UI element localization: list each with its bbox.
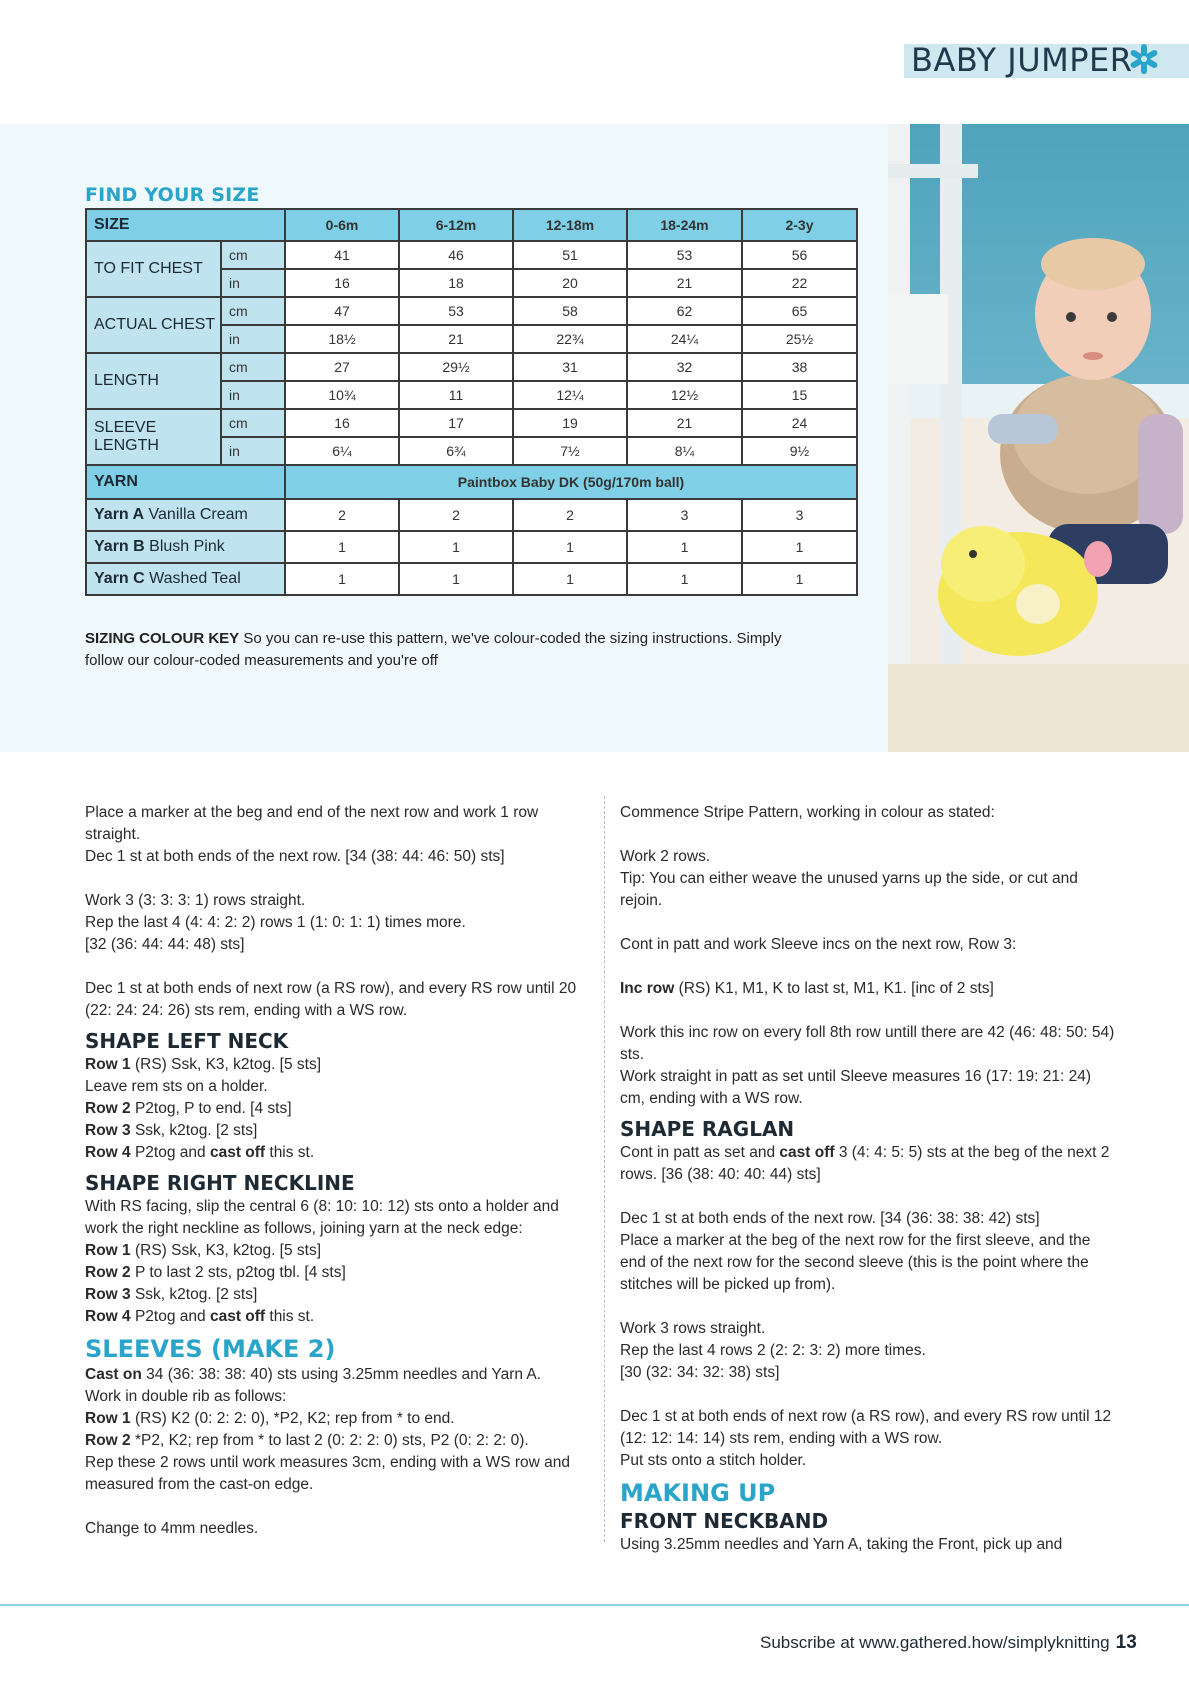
- instruction-row: Row 3 Ssk, k2tog. [2 sts]: [85, 1286, 258, 1303]
- paragraph: Place a marker at the beg of the next row for the first sleeve, and the end of the next row for the second sleeve (this is the point where the stitches will be picked up from).: [620, 1232, 1091, 1293]
- unit-label: in: [221, 381, 285, 409]
- instruction-row: Row 4 P2tog and cast off this st.: [85, 1308, 315, 1325]
- table-cell: 38: [742, 353, 857, 381]
- table-cell: 1: [627, 563, 742, 595]
- unit-label: cm: [221, 353, 285, 381]
- right-column: [620, 802, 1118, 1556]
- section-heading: FRONT NECKBAND: [620, 1509, 829, 1533]
- measure-label: ACTUAL CHEST: [86, 297, 221, 353]
- table-cell: 22¾: [513, 325, 627, 353]
- yarn-row: [86, 499, 857, 531]
- table-row: [86, 241, 857, 269]
- paragraph: Tip: You can either weave the unused yarns up the side, or cut and rejoin.: [620, 870, 1078, 909]
- measure-label: SLEEVE LENGTH: [86, 409, 221, 465]
- instruction-row: Row 2 P to last 2 sts, p2tog tbl. [4 sts]: [85, 1264, 346, 1281]
- paragraph: With RS facing, slip the central 6 (8: 10: 10: 12) sts onto a holder and work the right neckline as follows, joining yarn at the neck edge:: [85, 1198, 559, 1237]
- paragraph: Work this inc row on every foll 8th row untill there are 42 (46: 48: 50: 54) sts.: [620, 1024, 1115, 1063]
- table-cell: 53: [399, 297, 513, 325]
- column-divider: [604, 796, 605, 1542]
- paragraph: Cont in patt and work Sleeve incs on the next row, Row 3:: [620, 936, 1017, 953]
- subscribe-link[interactable]: Subscribe at www.gathered.how/simplyknitting: [760, 1633, 1110, 1652]
- table-cell: 21: [399, 325, 513, 353]
- paragraph: Commence Stripe Pattern, working in colour as stated:: [620, 804, 995, 821]
- table-cell: 24¼: [627, 325, 742, 353]
- table-cell: 20: [513, 269, 627, 297]
- table-cell: 1: [513, 531, 627, 563]
- instruction-row: Row 4 P2tog and cast off this st.: [85, 1144, 315, 1161]
- unit-label: in: [221, 325, 285, 353]
- yarn-name: [86, 499, 285, 531]
- paragraph: Leave rem sts on a holder.: [85, 1078, 268, 1095]
- paragraph: Dec 1 st at both ends of the next row. [34 (36: 38: 38: 42) sts]: [620, 1210, 1040, 1227]
- table-cell: 18½: [285, 325, 399, 353]
- table-cell: 27: [285, 353, 399, 381]
- size-col: 6-12m: [399, 209, 513, 241]
- left-column: [85, 802, 593, 1540]
- yarn-brand: Paintbox Baby DK (50g/170m ball): [285, 465, 857, 499]
- size-col: 18-24m: [627, 209, 742, 241]
- yarn-code: Yarn A: [94, 506, 145, 523]
- table-cell: 21: [627, 409, 742, 437]
- table-cell: 1: [285, 531, 399, 563]
- table-cell: 53: [627, 241, 742, 269]
- instruction-row: Row 2 P2tog, P to end. [4 sts]: [85, 1100, 292, 1117]
- table-cell: 24: [742, 409, 857, 437]
- paragraph: Place a marker at the beg and end of the next row and work 1 row straight.: [85, 804, 539, 843]
- paragraph: Change to 4mm needles.: [85, 1520, 259, 1537]
- sizing-key-text: So you can re-use this pattern, we've colour-coded the sizing instructions. Simply follow our colour-coded measurements and you're off: [85, 630, 782, 669]
- table-cell: 6¼: [285, 437, 399, 465]
- table-cell: 8¼: [627, 437, 742, 465]
- table-cell: 41: [285, 241, 399, 269]
- yarn-row: [86, 563, 857, 595]
- table-cell: 62: [627, 297, 742, 325]
- page-title: BABY JUMPER: [911, 41, 1133, 79]
- table-cell: 56: [742, 241, 857, 269]
- section-title: SLEEVES (MAKE 2): [85, 1335, 336, 1363]
- table-row: [86, 297, 857, 325]
- size-col: 12-18m: [513, 209, 627, 241]
- paragraph: Work 3 rows straight.: [620, 1320, 766, 1337]
- table-cell: 12½: [627, 381, 742, 409]
- paragraph: Rep the last 4 (4: 4: 2: 2) rows 1 (1: 0: 1: 1) times more.: [85, 914, 466, 931]
- paragraph: Dec 1 st at both ends of the next row. [34 (38: 44: 46: 50) sts]: [85, 848, 505, 865]
- sizing-key-title: SIZING COLOUR KEY: [85, 630, 240, 647]
- unit-label: in: [221, 437, 285, 465]
- table-cell: 1: [513, 563, 627, 595]
- table-cell: 12¼: [513, 381, 627, 409]
- paragraph: Using 3.25mm needles and Yarn A, taking the Front, pick up and: [620, 1536, 1063, 1553]
- size-table: [85, 208, 858, 596]
- table-cell: 58: [513, 297, 627, 325]
- table-row: [86, 409, 857, 437]
- paragraph: Dec 1 st at both ends of next row (a RS row), and every RS row until 12 (12: 12: 14: 14) sts rem, ending with a WS row.: [620, 1408, 1112, 1447]
- table-cell: 21: [627, 269, 742, 297]
- table-cell: 18: [399, 269, 513, 297]
- section-heading: SHAPE LEFT NECK: [85, 1029, 289, 1053]
- instruction-row: Row 2 *P2, K2; rep from * to last 2 (0: 2: 2: 0) sts, P2 (0: 2: 2: 0).: [85, 1432, 529, 1449]
- table-cell: 1: [742, 531, 857, 563]
- table-cell: 16: [285, 269, 399, 297]
- table-cell: 22: [742, 269, 857, 297]
- unit-label: cm: [221, 297, 285, 325]
- table-cell: 16: [285, 409, 399, 437]
- table-cell: 3: [742, 499, 857, 531]
- yarn-name: [86, 563, 285, 595]
- yarn-row: [86, 531, 857, 563]
- instruction-row: Cont in patt as set and cast off 3 (4: 4: 5: 5) sts at the beg of the next 2 rows. [36 (38: 40: 40: 44) sts]: [620, 1144, 1110, 1183]
- footer-rule: [0, 1604, 1189, 1606]
- table-cell: 19: [513, 409, 627, 437]
- table-cell: 1: [285, 563, 399, 595]
- instruction-row: Row 1 (RS) K2 (0: 2: 2: 0), *P2, K2; rep from * to end.: [85, 1410, 455, 1427]
- table-cell: 2: [399, 499, 513, 531]
- table-cell: 7½: [513, 437, 627, 465]
- paragraph: Rep these 2 rows until work measures 3cm, ending with a WS row and measured from the cast-on edge.: [85, 1454, 571, 1493]
- size-header-row: [86, 209, 857, 241]
- size-label: SIZE: [86, 209, 285, 241]
- table-cell: 3: [627, 499, 742, 531]
- asterisk-icon: [1128, 42, 1160, 76]
- yarn-label: YARN: [86, 465, 285, 499]
- unit-label: in: [221, 269, 285, 297]
- yarn-colour: Vanilla Cream: [148, 506, 248, 523]
- instruction-row: Inc row (RS) K1, M1, K to last st, M1, K1. [inc of 2 sts]: [620, 980, 994, 997]
- yarn-code: Yarn B: [94, 538, 145, 555]
- table-cell: 6¾: [399, 437, 513, 465]
- paragraph: Work 3 (3: 3: 3: 1) rows straight.: [85, 892, 306, 909]
- size-heading: FIND YOUR SIZE: [85, 184, 260, 206]
- size-col: 0-6m: [285, 209, 399, 241]
- table-cell: 29½: [399, 353, 513, 381]
- baby-photo: [888, 124, 1189, 752]
- table-cell: 25½: [742, 325, 857, 353]
- paragraph: [32 (36: 44: 44: 48) sts]: [85, 936, 245, 953]
- table-cell: 1: [399, 531, 513, 563]
- table-cell: 47: [285, 297, 399, 325]
- table-cell: 1: [742, 563, 857, 595]
- instruction-row: Row 1 (RS) Ssk, K3, k2tog. [5 sts]: [85, 1242, 322, 1259]
- table-cell: 2: [285, 499, 399, 531]
- table-cell: 46: [399, 241, 513, 269]
- paragraph: Dec 1 st at both ends of next row (a RS row), and every RS row until 20 (22: 24: 24: 26) sts rem, ending with a WS row.: [85, 980, 577, 1019]
- table-cell: 1: [399, 563, 513, 595]
- table-cell: 15: [742, 381, 857, 409]
- instruction-row: Cast on 34 (36: 38: 38: 40) sts using 3.25mm needles and Yarn A.: [85, 1366, 542, 1383]
- paragraph: Work straight in patt as set until Sleeve measures 16 (17: 19: 21: 24) cm, ending with a WS row.: [620, 1068, 1091, 1107]
- yarn-name: [86, 531, 285, 563]
- table-cell: 31: [513, 353, 627, 381]
- section-title: MAKING UP: [620, 1479, 776, 1507]
- yarn-colour: Washed Teal: [149, 570, 241, 587]
- section-heading: SHAPE RIGHT NECKLINE: [85, 1171, 355, 1195]
- instruction-row: Row 3 Ssk, k2tog. [2 sts]: [85, 1122, 258, 1139]
- yarn-header-row: [86, 465, 857, 499]
- table-row: [86, 353, 857, 381]
- table-cell: 17: [399, 409, 513, 437]
- yarn-colour: Blush Pink: [149, 538, 225, 555]
- paragraph: Work 2 rows.: [620, 848, 711, 865]
- instruction-row: Row 1 (RS) Ssk, K3, k2tog. [5 sts]: [85, 1056, 322, 1073]
- footer: [760, 1632, 1137, 1654]
- table-cell: 51: [513, 241, 627, 269]
- page-number: 13: [1115, 1632, 1137, 1653]
- table-cell: 1: [627, 531, 742, 563]
- paragraph: Work in double rib as follows:: [85, 1388, 287, 1405]
- paragraph: [30 (32: 34: 32: 38) sts]: [620, 1364, 780, 1381]
- measure-label: LENGTH: [86, 353, 221, 409]
- unit-label: cm: [221, 241, 285, 269]
- paragraph: Rep the last 4 rows 2 (2: 2: 3: 2) more times.: [620, 1342, 926, 1359]
- unit-label: cm: [221, 409, 285, 437]
- table-cell: 32: [627, 353, 742, 381]
- table-cell: 11: [399, 381, 513, 409]
- table-cell: 9½: [742, 437, 857, 465]
- yarn-code: Yarn C: [94, 570, 145, 587]
- table-cell: 65: [742, 297, 857, 325]
- measure-label: TO FIT CHEST: [86, 241, 221, 297]
- paragraph: Put sts onto a stitch holder.: [620, 1452, 807, 1469]
- sizing-colour-key: [85, 628, 805, 672]
- table-cell: 10¾: [285, 381, 399, 409]
- size-col: 2-3y: [742, 209, 857, 241]
- table-cell: 2: [513, 499, 627, 531]
- section-heading: SHAPE RAGLAN: [620, 1117, 795, 1141]
